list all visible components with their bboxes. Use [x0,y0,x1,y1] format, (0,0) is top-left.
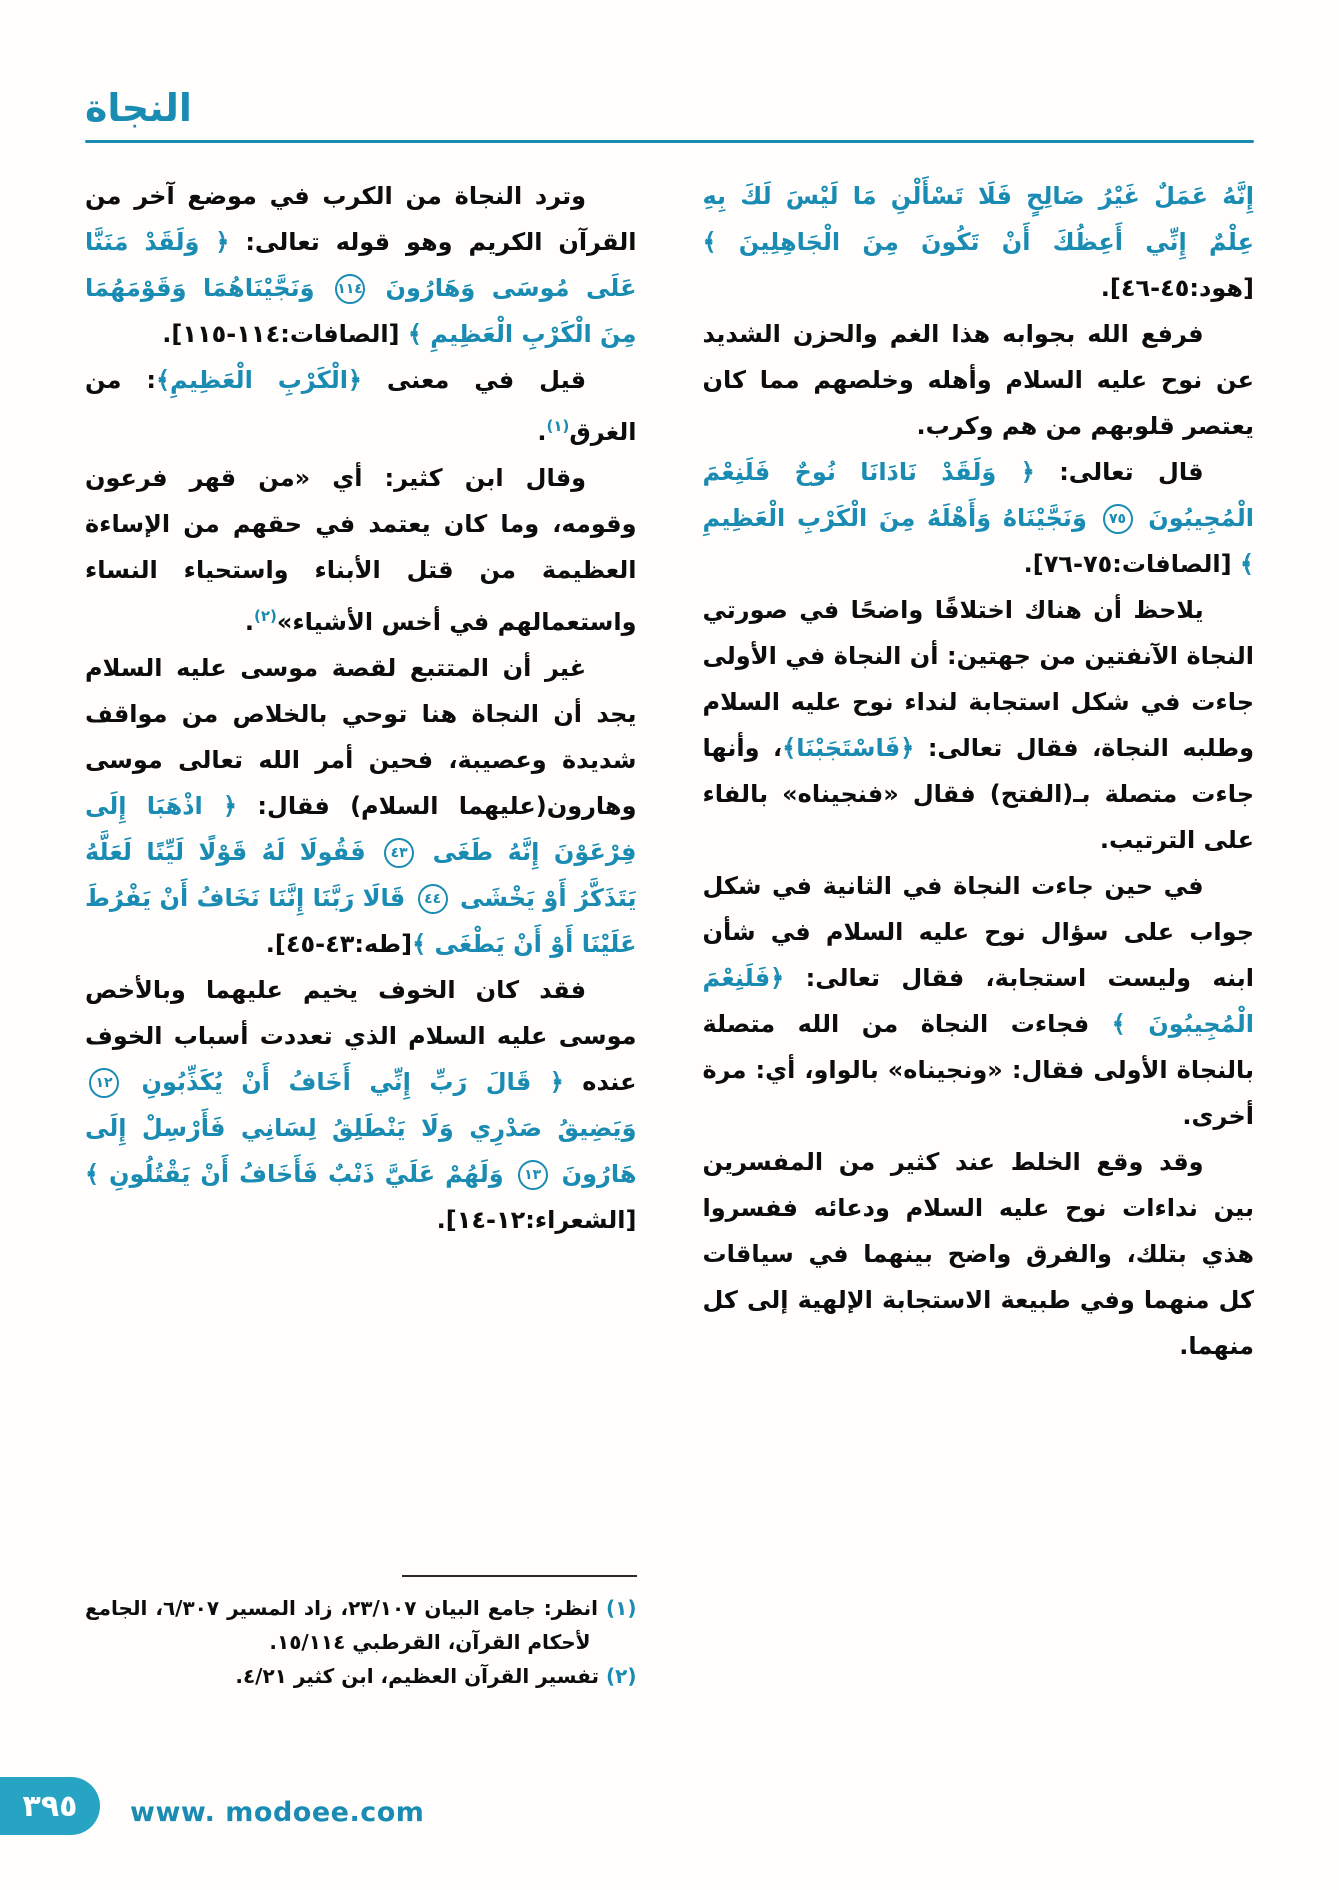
paragraph [703,311,1255,449]
quran-text: وَنَجَّيْنَاهُ وَأَهْلَهُ مِنَ الْكَرْبِ الْعَظِيمِ ﴾ [702,503,1254,578]
body-text: غير أن المتتبع لقصة موسى عليه السلام يجد أن النجاة هنا توحي بالخلاص من مواقف شديدة وعصيبة، فحين أمر الله تعالى موسى وهارون(عليهما السلام) فقال: [85,653,637,820]
ayah-number: ٤٣ [384,838,414,868]
footnote-number: (١) [597,1595,637,1620]
quran-text: ﴿ اذْهَبَا إِلَى فِرْعَوْنَ إِنَّهُ طَغَى [85,791,637,866]
body-text: في حين جاءت النجاة في الثانية في شكل جواب على سؤال نوح عليه السلام في شأن ابنه وليست استجابة، فقال تعالى: [702,871,1254,992]
body-text: فقد كان الخوف يخيم عليهما وبالأخص موسى عليه السلام الذي تعددت أسباب الخوف عنده [85,975,637,1096]
body-text: . [537,417,547,446]
ayah-number: ٧٥ [1103,504,1133,534]
body-text: [الشعراء:١٢-١٤]. [436,1205,637,1234]
quran-text: ﴿ وَلَقَدْ نَادَانَا نُوحٌ فَلَنِعْمَ الْمُجِيبُونَ [702,457,1254,532]
footnote-number: (٢) [599,1663,637,1688]
body-text: فجاءت النجاة من الله متصلة بالنجاة الأولى فقال: «ونجيناه» بالواو، أي: مرة أخرى. [702,1009,1254,1130]
footnote-list [85,1591,637,1693]
page-number: ٣٩٥ [22,1788,78,1824]
page-content [85,88,1254,1693]
body-text: [هود:٤٥-٤٦]. [1100,273,1254,302]
paragraph [703,449,1255,587]
body-text: يلاحظ أن هناك اختلافًا واضحًا في صورتي النجاة الآنفتين من جهتين: أن النجاة في الأولى جاءت في شكل استجابة لنداء نوح عليه السلام وطلبه النجاة، فقال تعالى: [702,595,1254,762]
text-columns [85,173,1254,1693]
body-text: قيل في معنى [362,365,587,394]
body-text: [الصافات:١١٤-١١٥]. [162,319,400,348]
column-left-body [85,173,637,1243]
quran-text: فَقُولَا لَهُ قَوْلًا لَيِّنًا لَعَلَّهُ يَتَذَكَّرُ أَوْ يَخْشَى [85,837,637,912]
quran-text: ﴿ قَالَ رَبِّ إِنِّي أَخَافُ أَنْ يُكَذِّبُونِ [123,1067,564,1096]
paragraph [85,645,637,967]
footnotes-section [85,1575,637,1693]
ayah-number: ١٢ [89,1068,119,1098]
quran-text: ﴿ وَلَقَدْ مَنَنَّا عَلَى مُوسَى وَهَارُونَ [85,227,637,302]
body-text: انظر: جامع البيان ٢٣/١٠٧، زاد المسير ٦/٣٠٧، الجامع لأحكام القرآن، القرطبي ١٥/١١٤. [85,1595,598,1654]
website-url: www. modoee.com [130,1797,425,1828]
paragraph [85,357,637,455]
paragraph [703,863,1255,1139]
quran-text: ﴿فَاسْتَجَبْنَا﴾ [782,733,915,762]
body-text: [طه:٤٣-٤٥]. [265,929,413,958]
quran-text: وَلَهُمْ عَلَيَّ ذَنْبٌ فَأَخَافُ أَنْ يَقْتُلُونِ ﴾ [85,1159,514,1188]
footnote-ref-marker: (٢) [253,606,277,625]
column-left [85,173,637,1693]
paragraph [703,587,1255,863]
column-right [703,173,1255,1693]
paragraph [85,967,637,1243]
paragraph [703,173,1255,311]
body-text: ، وأنها جاءت متصلة بـ(الفتح) فقال «فنجيناه» بالفاء على الترتيب. [702,733,1254,854]
body-text: فرفع الله بجوابه هذا الغم والحزن الشديد عن نوح عليه السلام وأهله وخلصهم مما كان يعتصر قلوبهم من هم وكرب. [702,319,1254,440]
footnote-separator [402,1575,637,1577]
footnote-item [85,1659,637,1693]
paragraph [85,455,637,645]
body-text: . [244,607,254,636]
quran-text: إِنَّهُ عَمَلٌ غَيْرُ صَالِحٍ فَلَا تَسْأَلْنِ مَا لَيْسَ لَكَ بِهِ عِلْمٌ إِنِّي أَعِظُكَ أَنْ تَكُونَ مِنَ الْجَاهِلِينَ ﴾ [702,181,1254,256]
page-header [85,88,1254,143]
ayah-number: ١١٤ [335,274,365,304]
quran-text: ﴿فَلَنِعْمَ الْمُجِيبُونَ ﴾ [702,963,1254,1038]
body-text: تفسير القرآن العظيم، ابن كثير ٤/٢١. [235,1663,600,1688]
book-section-title: النجاة [85,86,192,130]
quran-text: وَيَضِيقُ صَدْرِي وَلَا يَنْطَلِقُ لِسَانِي فَأَرْسِلْ إِلَى هَارُونَ [85,1113,637,1188]
body-text: وترد النجاة من الكرب في موضع آخر من القرآن الكريم وهو قوله تعالى: [85,181,637,256]
quran-text: وَنَجَّيْنَاهُمَا وَقَوْمَهُمَا مِنَ الْكَرْبِ الْعَظِيمِ ﴾ [85,273,637,348]
body-text: وقال ابن كثير: أي «من قهر فرعون وقومه، وما كان يعتمد في حقهم من الإساءة العظيمة من قتل الأبناء واستحياء النساء واستعمالهم في أخس الأشياء» [85,463,637,636]
quran-text: ﴿الْكَرْبِ الْعَظِيمِ﴾ [155,365,362,394]
footnote-ref-marker: (١) [546,416,570,435]
quran-text: قَالَا رَبَّنَا إِنَّنَا نَخَافُ أَنْ يَفْرُطَ عَلَيْنَا أَوْ أَنْ يَطْغَى ﴾ [85,883,637,958]
paragraph [703,1139,1255,1369]
body-text: : من الغرق [85,365,637,446]
header-rule [85,140,1254,143]
footnote-item [85,1591,637,1659]
body-text: وقد وقع الخلط عند كثير من المفسرين بين نداءات نوح عليه السلام ودعائه ففسروا هذي بتلك، والفرق واضح بينهما في سياقات كل منهما وفي طبيعة الاستجابة الإلهية إلى كل منهما. [702,1147,1254,1360]
paragraph [85,173,637,357]
body-text: [الصافات:٧٥-٧٦]. [1023,549,1232,578]
page-number-badge [0,1777,100,1835]
ayah-number: ١٣ [518,1160,548,1190]
body-text: قال تعالى: [1034,457,1204,486]
ayah-number: ٤٤ [418,884,448,914]
